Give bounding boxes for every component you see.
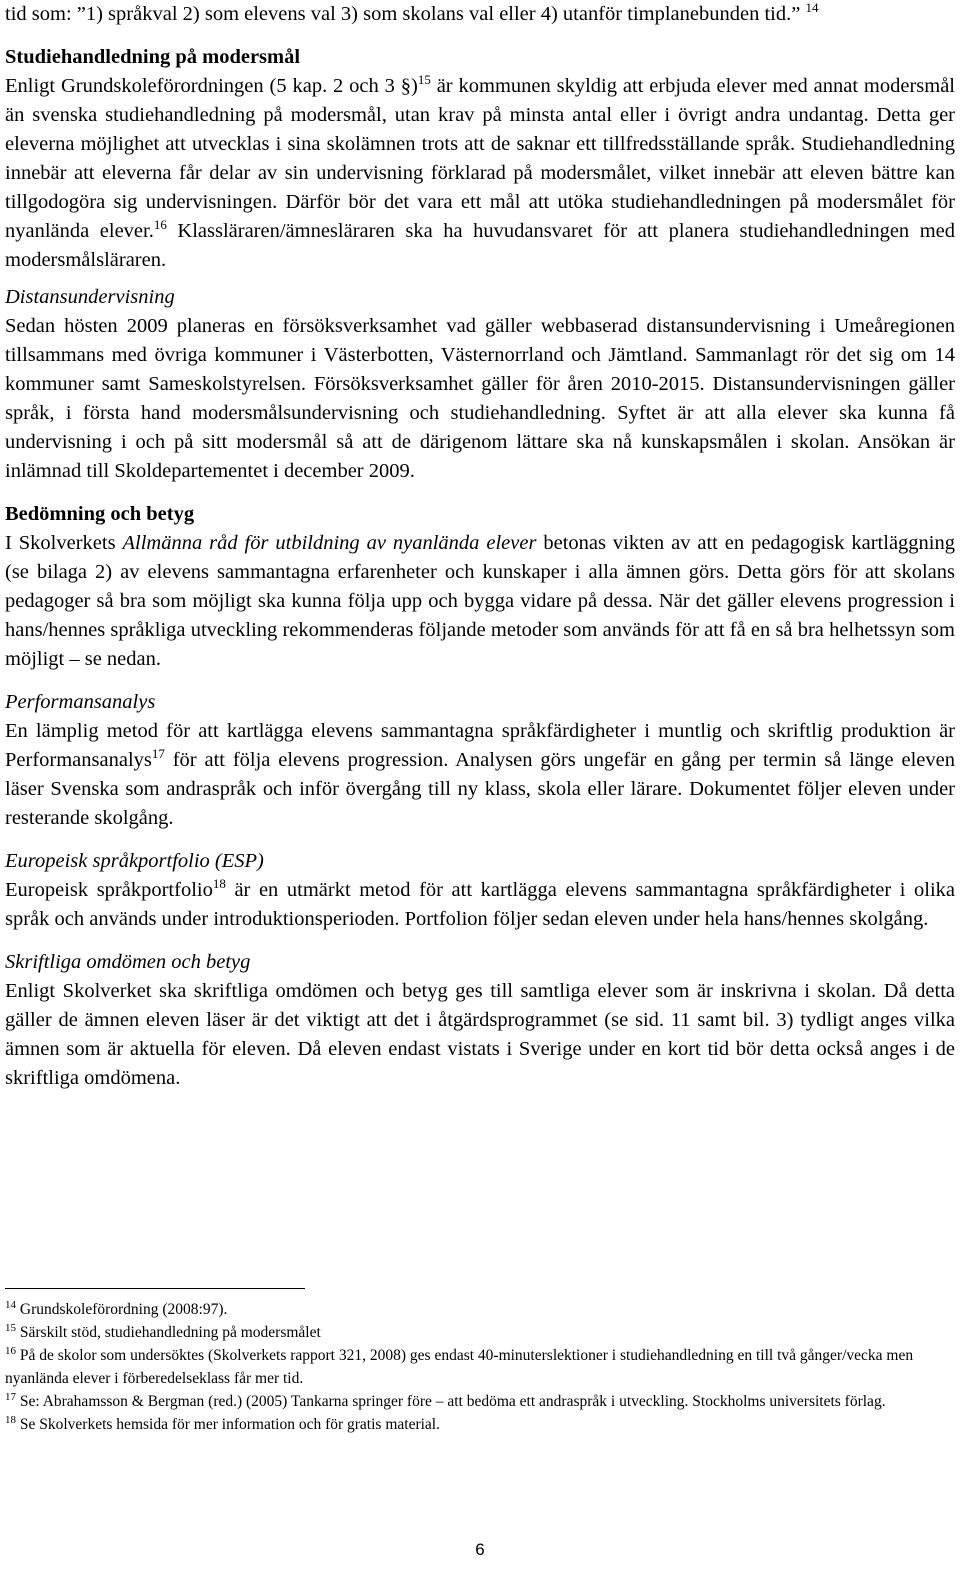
page-number: 6: [475, 1540, 485, 1559]
intro-paragraph: tid som: ”1) språkval 2) som elevens val 3) som skolans val eller 4) utanför timplanebunden tid.” $^{14}$: [5, 0, 819, 25]
heading-performansanalys: Performansanalys: [5, 691, 156, 713]
footnote-ref-18[interactable]: 18: [212, 876, 226, 891]
footnote-divider: [5, 1288, 305, 1289]
paragraph-studiehandledning: Enligt Grundskoleförordningen (5 kap. 2 och 3 §)$^{15}$ är kommunen skyldig att erbjuda elever med annat modersmål än svenska studiehandledning på modersmål, utan krav på minsta antal eller i övrigt andra undantag. Detta ger eleverna möjlighet att utvecklas i sina skolämnen trots att de saknar ett tillfredsställande språk. Studiehandledning innebär att eleverna får delar av sin undervisning förklarad på modersmålet, vilket innebär att eleven bättre kan tillgodogöra sig undervisningen. Därför bör det vara ett mål att utöka studiehandledningen på modersmålet för nyanlända elever.$^{16}$ Klassläraren/ämnesläraren ska ha huvudansvaret för att planera studiehandledningen med modersmålsläraren.: [5, 72, 956, 271]
footnote-ref-16[interactable]: 16: [153, 217, 167, 232]
footnote-item: $^{17}$ Se: Abrahamsson & Bergman (red.) (2005) Tankarna springer före – att bedöma ett andraspråk i utveckling. Stockholms universitets förlag.: [5, 1391, 886, 1410]
footnote-ref-17[interactable]: 17: [151, 746, 165, 761]
paragraph-skriftliga-omdomen: Enligt Skolverket ska skriftliga omdömen och betyg ges till samtliga elever som är inskrivna i skolan. Då detta gäller de ämnen eleven läser är det viktigt att det i åtgärdsprogrammet (se sid. 11 samt bil. 3) tydligt anges vilka ämnen som är aktuella för eleven. Då eleven endast vistats i Sverige under en kort tid bör detta också anges i de skriftliga omdömena.: [5, 980, 955, 1089]
paragraph-performansanalys: En lämplig metod för att kartlägga elevens sammantagna språkfärdigheter i muntlig och skriftlig produktion är Performansanalys$^{17}$ för att följa elevens progression. Analysen görs ungefär en gång per termin så länge eleven läser Svenska som andraspråk och inför övergång till ny klass, skola eller lärare. Dokumentet följer eleven under resterande skolgång.: [5, 720, 955, 829]
footnote-item: $^{18}$ Se Skolverkets hemsida för mer information och för gratis material.: [5, 1414, 440, 1433]
heading-skriftliga-omdomen: Skriftliga omdömen och betyg: [5, 951, 251, 973]
title-allmanna-rad: Allmänna råd för utbildning av nyanlända elever: [122, 532, 537, 554]
footnote-item: $^{14}$ Grundskoleförordning (2008:97).: [5, 1299, 228, 1318]
heading-esp: Europeisk språkportfolio (ESP): [5, 850, 264, 872]
heading-distansundervisning: Distansundervisning: [5, 286, 175, 308]
paragraph-distansundervisning: Sedan hösten 2009 planeras en försöksverksamhet vad gäller webbaserad distansundervisning i Umeåregionen tillsammans med övriga kommuner i Västerbotten, Västernorrland och Jämtland. Sammanlagt rör det sig om 14 kommuner samt Sameskolstyrelsen. Försöksverksamhet gäller för åren 2010-2015. Distansundervisningen gäller språk, i första hand modersmålsundervisning och studiehandledning. Syftet är att alla elever ska kunna få undervisning i och på sitt modersmål så att de därigenom lättare ska nå kunskapsmålen i skolan. Ansökan är inlämnad till Skoldepartementet i december 2009.: [5, 315, 955, 482]
footnote-item: $^{15}$ Särskilt stöd, studiehandledning på modersmålet: [5, 1322, 321, 1341]
paragraph-esp: Europeisk språkportfolio$^{18}$ är en utmärkt metod för att kartlägga elevens sammantagna språkfärdigheter i olika språk och används under introduktionsperioden. Portfolion följer sedan eleven under hela hans/hennes skolgång.: [5, 876, 956, 930]
heading-studiehandledning: Studiehandledning på modersmål: [5, 46, 301, 68]
heading-bedomning: Bedömning och betyg: [5, 503, 195, 525]
paragraph-bedomning: I Skolverkets Allmänna råd för utbildning av nyanlända elever betonas vikten av att en pedagogisk kartläggning (se bilaga 2) av elevens sammantagna erfarenheter och kunskaper i alla ämnen görs. Detta görs för att skolans pedagoger så bra som möjligt ska kunna följa upp och bygga vidare på dessa. När det gäller elevens progression i hans/hennes språkliga utveckling rekommenderas följande metoder som används för att få en så bra helhetssyn som möjligt – se nedan.: [5, 532, 955, 670]
footnote-item: $^{16}$ På de skolor som undersöktes (Skolverkets rapport 321, 2008) ges endast 40-minuterslektioner i studiehandledning en till två gånger/vecka men nyanlända elever i förberedelseklass får mer tid.: [5, 1345, 914, 1387]
footnote-ref-15[interactable]: 15: [417, 72, 431, 87]
footnote-ref-14[interactable]: 14: [805, 0, 819, 15]
footnotes: [5, 1298, 945, 1436]
document-page: [5, 0, 955, 1093]
